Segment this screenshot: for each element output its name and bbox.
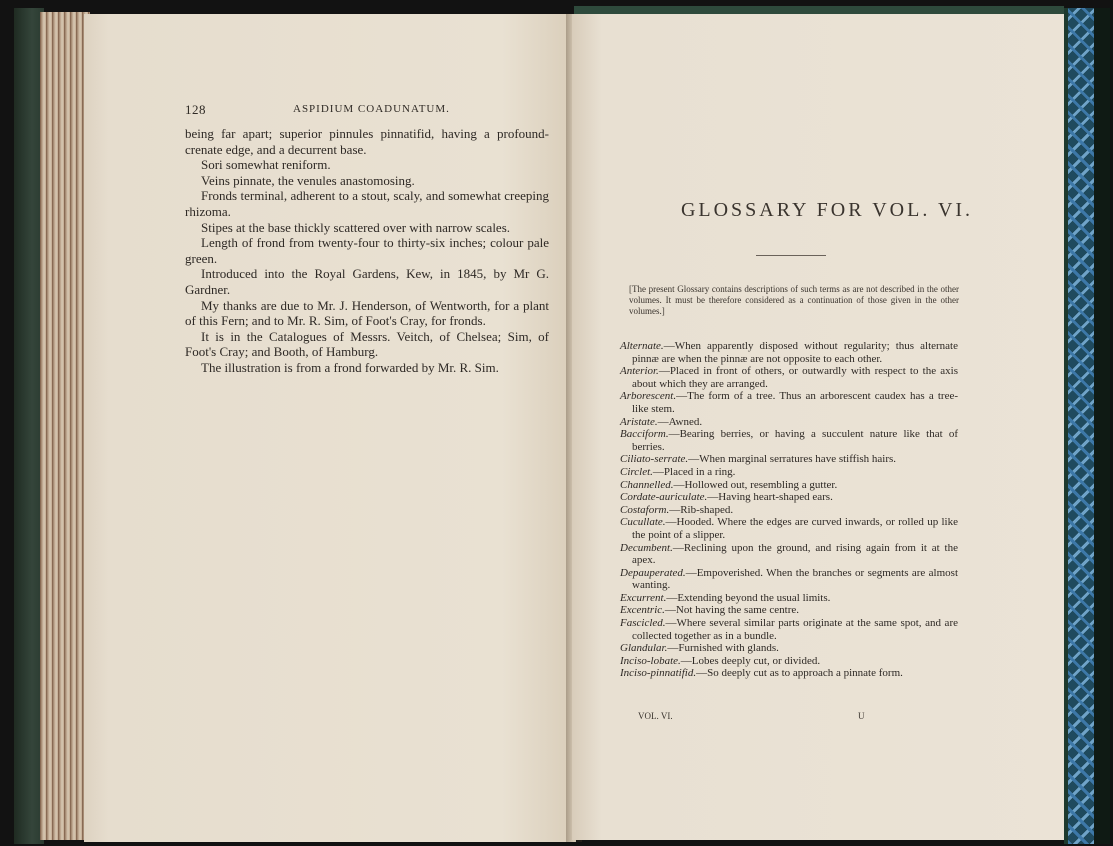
body-paragraph: Stipes at the base thickly scattered over with narrow scales. — [201, 219, 511, 235]
glossary-definition: —When marginal serratures have stiffish hairs. — [688, 453, 897, 466]
glossary-entry — [620, 390, 958, 415]
glossary-definition: —Furnished with glands. — [667, 642, 779, 655]
glossary-term: Inciso-pinnatifid. — [620, 667, 697, 680]
glossary-definition: —Where several similar parts originate at the same spot, and are collected together as in a bundle. — [632, 617, 958, 642]
glossary-entry — [620, 491, 958, 504]
glossary-term: Depauperated. — [620, 566, 686, 579]
glossary-term: Fascicled. — [620, 617, 666, 630]
page-number: 128 — [185, 102, 206, 117]
body-paragraph: Sori somewhat reniform. — [201, 157, 331, 173]
title-rule — [756, 255, 826, 256]
footer-volume: VOL. VI. — [638, 711, 673, 721]
glossary-term: Anterior. — [620, 365, 659, 378]
glossary-entry — [620, 667, 958, 680]
book-cover-right — [1064, 8, 1110, 844]
page-edges — [40, 12, 90, 840]
glossary-definition: —Lobes deeply cut, or divided. — [680, 654, 821, 667]
glossary-definition: —So deeply cut as to approach a pinnate form. — [696, 667, 903, 680]
glossary-entry — [620, 453, 958, 466]
glossary-definition: —Placed in front of others, or outwardly with respect to the axis about which they are arranged. — [632, 365, 958, 390]
glossary-definition: —Extending beyond the usual limits. — [666, 591, 831, 604]
cover-edge — [1094, 8, 1110, 844]
cover-pattern — [1068, 8, 1094, 844]
glossary-term: Arborescent. — [620, 390, 677, 403]
glossary-definition: —Hooded. Where the edges are curved inwards, or rolled up like the point of a slipper. — [632, 516, 958, 541]
body-paragraph: being far apart; superior pinnules pinnatifid, having a profound-crenate edge, and a decurrent base. — [185, 126, 549, 157]
page-footer — [638, 711, 898, 725]
glossary-entry — [620, 516, 958, 541]
glossary-entry — [620, 479, 958, 492]
glossary-term: Glandular. — [620, 642, 668, 655]
glossary-definition: —Placed in a ring. — [652, 465, 736, 478]
glossary-term: Excurrent. — [620, 591, 667, 604]
glossary-title: GLOSSARY FOR VOL. VI. — [680, 199, 974, 221]
glossary-entry — [620, 428, 958, 453]
glossary-entry — [620, 466, 958, 479]
body-paragraph: My thanks are due to Mr. J. Henderson, of Wentworth, for a plant of this Fern; and to Mr. R. Sim, of Foot's Cray, for fronds. — [185, 297, 549, 329]
glossary-definition: —Bearing berries, or having a succulent nature like that of berries. — [632, 428, 958, 453]
footer-signature: U — [858, 711, 865, 721]
glossary-list — [620, 340, 958, 680]
glossary-definition: —Hollowed out, resembling a gutter. — [673, 478, 838, 491]
glossary-entry — [620, 365, 958, 390]
glossary-definition: —Rib-shaped. — [669, 503, 734, 516]
left-page-body — [185, 126, 549, 376]
body-paragraph: Veins pinnate, the venules anastomosing. — [201, 172, 415, 188]
glossary-term: Channelled. — [620, 478, 674, 491]
glossary-entry — [620, 504, 958, 517]
glossary-term: Cordate-auriculate. — [620, 491, 708, 504]
glossary-term: Aristate. — [620, 415, 658, 428]
glossary-entry — [620, 416, 958, 429]
glossary-entry — [620, 567, 958, 592]
glossary-entry — [620, 340, 958, 365]
glossary-definition: —When apparently disposed without regularity; thus alternate pinnæ are when the pinnæ are not opposite to each other. — [632, 340, 958, 365]
glossary-term: Circlet. — [620, 465, 653, 478]
glossary-definition: —Empoverished. When the branches or segments are almost wanting. — [632, 566, 958, 592]
running-head — [185, 102, 525, 118]
left-page — [84, 14, 576, 842]
glossary-definition: —Having heart-shaped ears. — [707, 491, 833, 504]
glossary-entry — [620, 604, 958, 617]
glossary-term: Ciliato-serrate. — [620, 453, 689, 466]
glossary-term: Cucullate. — [620, 516, 666, 529]
glossary-entry — [620, 617, 958, 642]
glossary-note: [The present Glossary contains descriptions of such terms as are not described in the other volumes. It must be therefore considered as a continuation of those given in the other volumes.] — [629, 284, 959, 316]
glossary-entry — [620, 642, 958, 655]
right-page — [572, 14, 1066, 840]
glossary-definition: —Awned. — [657, 415, 703, 428]
cover-top-band — [574, 6, 1064, 14]
glossary-definition: —Not having the same centre. — [664, 604, 800, 617]
running-title: ASPIDIUM COADUNATUM. — [293, 103, 450, 115]
body-paragraph: Fronds terminal, adherent to a stout, scaly, and somewhat creeping rhizoma. — [185, 188, 549, 219]
glossary-entry — [620, 542, 958, 567]
body-paragraph: Length of frond from twenty-four to thirty-six inches; colour pale green. — [185, 235, 549, 266]
body-paragraph: Introduced into the Royal Gardens, Kew, in 1845, by Mr G. Gardner. — [185, 266, 549, 297]
glossary-entry — [620, 655, 958, 668]
glossary-definition: —The form of a tree. Thus an arborescent caudex has a tree-like stem. — [632, 390, 958, 415]
glossary-term: Decumbent. — [620, 541, 673, 554]
body-paragraph: The illustration is from a frond forwarded by Mr. R. Sim. — [201, 359, 499, 375]
glossary-term: Excentric. — [620, 604, 665, 617]
glossary-definition: —Reclining upon the ground, and rising again from it at the apex. — [632, 541, 958, 567]
glossary-term: Bacciform. — [620, 428, 669, 441]
glossary-term: Inciso-lobate. — [620, 654, 681, 667]
body-paragraph: It is in the Catalogues of Messrs. Veitch, of Chelsea; Sim, of Foot's Cray; and Booth, of Hamburg. — [185, 328, 549, 360]
glossary-term: Alternate. — [620, 340, 664, 352]
glossary-term: Costaform. — [620, 503, 670, 516]
glossary-entry — [620, 592, 958, 605]
